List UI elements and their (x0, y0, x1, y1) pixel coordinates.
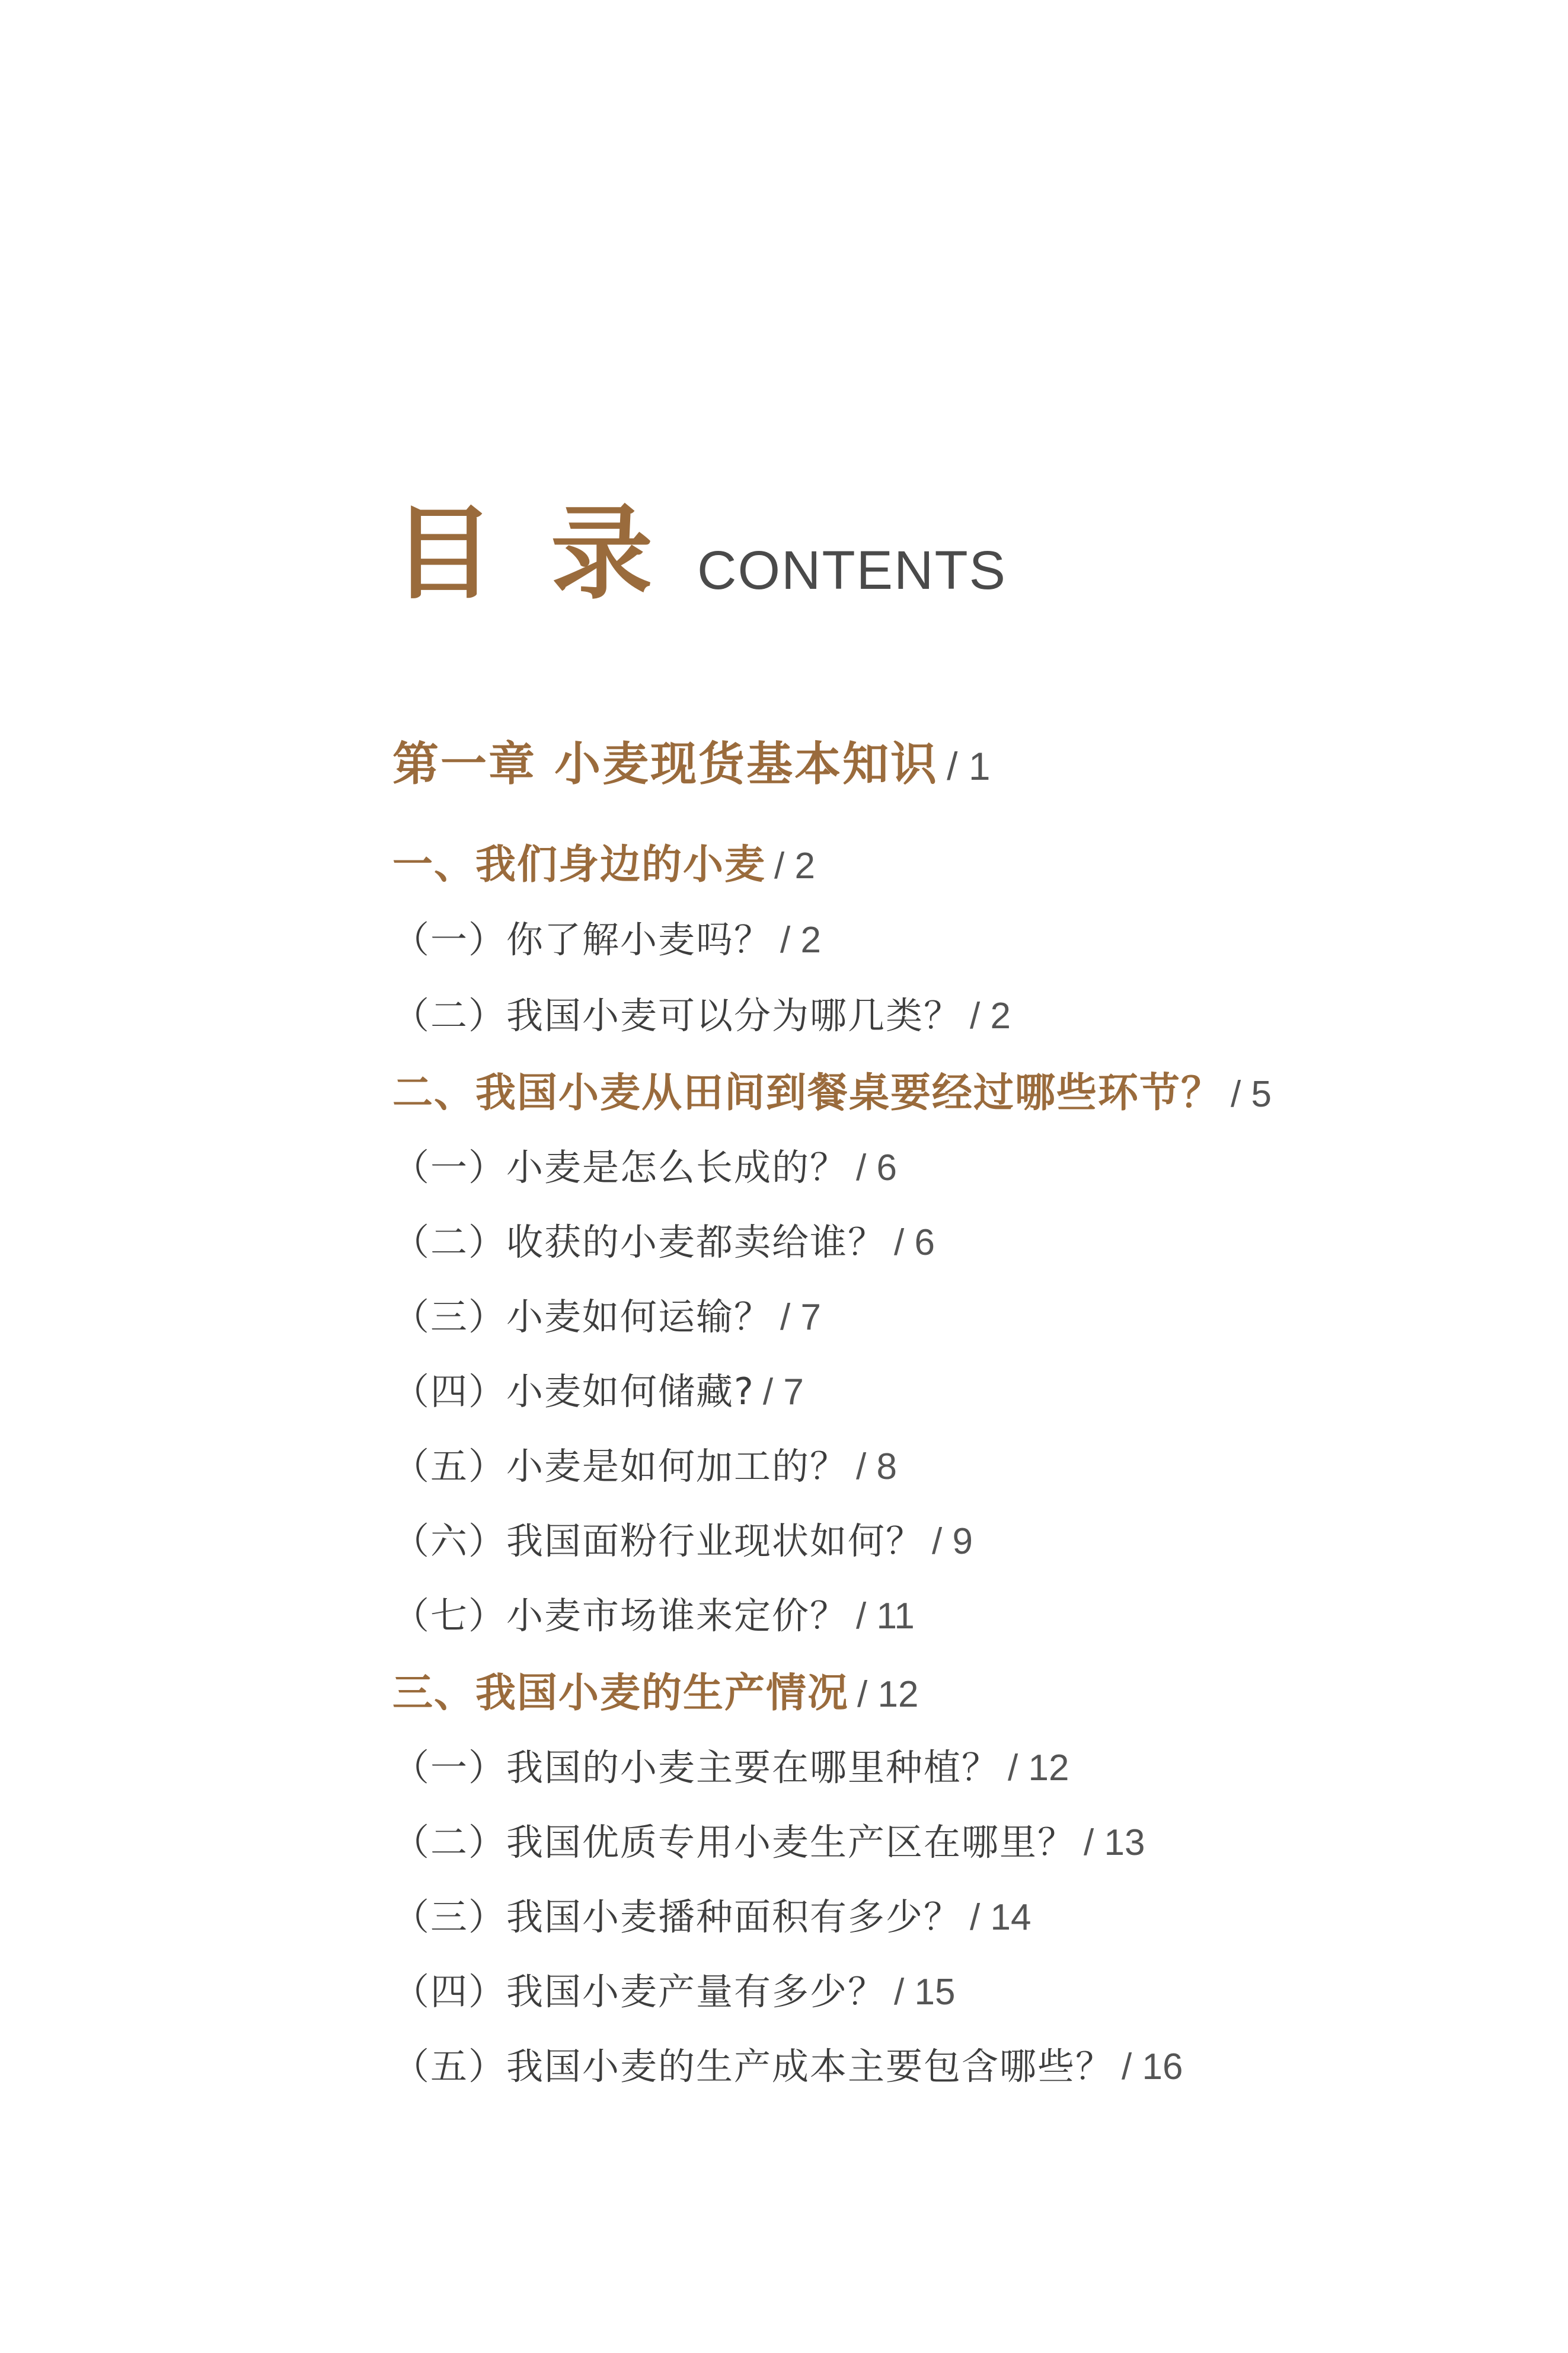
toc-subsection[interactable] (392, 1445, 897, 1488)
toc-subsection[interactable] (392, 1370, 804, 1413)
toc-entry-title: （四）我国小麦产量有多少？ (392, 1970, 886, 2013)
toc-page-number: / 2 (780, 920, 821, 961)
toc-entry-title: （一）我国的小麦主要在哪里种植？ (392, 1746, 1000, 1789)
toc-entry-title: （三）我国小麦播种面积有多少？ (392, 1895, 962, 1938)
toc-page-number: / 2 (774, 846, 815, 887)
toc-section[interactable] (392, 841, 815, 888)
toc-subsection[interactable] (392, 1519, 973, 1563)
toc-page-number: / 12 (857, 1674, 919, 1715)
toc-page-number: / 13 (1084, 1822, 1145, 1863)
toc-page-number: / 6 (894, 1222, 935, 1263)
toc-page-number: / 9 (932, 1521, 973, 1562)
toc-subsection[interactable] (392, 1146, 897, 1189)
toc-page-number: / 7 (762, 1372, 804, 1413)
contents-heading (392, 468, 1007, 613)
toc-entry-title: 第一章 小麦现货基本知识 (392, 738, 939, 791)
toc-page-number: / 6 (856, 1147, 897, 1188)
toc-page-number: / 1 (947, 744, 991, 788)
toc-page-number: / 2 (970, 996, 1011, 1037)
toc-entry-title: （一）小麦是怎么长成的？ (392, 1146, 848, 1189)
toc-subsection[interactable] (392, 2045, 1183, 2088)
toc-section[interactable] (392, 1070, 1272, 1117)
toc-page-number: / 7 (780, 1297, 821, 1338)
toc-page-number: / 15 (894, 1972, 956, 2013)
toc-entry-title: 三、我国小麦的生产情况 (392, 1670, 850, 1717)
toc-subsection[interactable] (392, 1220, 935, 1264)
toc-entry-title: （五）我国小麦的生产成本主要包含哪些？ (392, 2045, 1114, 2088)
toc-entry-title: （二）收获的小麦都卖给谁？ (392, 1220, 886, 1264)
toc-entry-title: （二）我国小麦可以分为哪几类？ (392, 994, 962, 1037)
toc-subsection[interactable] (392, 994, 1011, 1037)
toc-page-number: / 11 (856, 1596, 915, 1637)
toc-subsection[interactable] (392, 1970, 956, 2013)
toc-subsection[interactable] (392, 1746, 1069, 1789)
toc-page-number: / 12 (1008, 1748, 1069, 1788)
toc-chapter[interactable] (392, 738, 991, 791)
toc-entry-title: （二）我国优质专用小麦生产区在哪里？ (392, 1820, 1076, 1864)
toc-page-number: / 8 (856, 1446, 897, 1487)
contents-title-cn: 目录 (392, 494, 709, 613)
toc-page-number: / 5 (1231, 1074, 1272, 1115)
toc-entry-title: （一）你了解小麦吗？ (392, 918, 772, 961)
contents-title-en: CONTENTS (697, 540, 1007, 601)
toc-entry-title: 二、我国小麦从田间到餐桌要经过哪些环节？ (392, 1070, 1223, 1117)
toc-entry-title: 一、我们身边的小麦 (392, 841, 767, 888)
toc-subsection[interactable] (392, 918, 821, 961)
toc-entry-title: （四）小麦如何储藏? (392, 1370, 755, 1413)
toc-entry-title: （五）小麦是如何加工的？ (392, 1445, 848, 1488)
toc-subsection[interactable] (392, 1820, 1145, 1864)
toc-entry-title: （七）小麦市场谁来定价？ (392, 1594, 848, 1637)
toc-entry-title: （六）我国面粉行业现状如何？ (392, 1519, 924, 1563)
toc-page-number: / 16 (1122, 2046, 1183, 2087)
toc-subsection[interactable] (392, 1594, 915, 1637)
toc-subsection[interactable] (392, 1895, 1032, 1938)
toc-subsection[interactable] (392, 1295, 821, 1338)
toc-page-number: / 14 (970, 1897, 1032, 1938)
toc-section[interactable] (392, 1670, 919, 1717)
toc-entry-title: （三）小麦如何运输？ (392, 1295, 772, 1338)
